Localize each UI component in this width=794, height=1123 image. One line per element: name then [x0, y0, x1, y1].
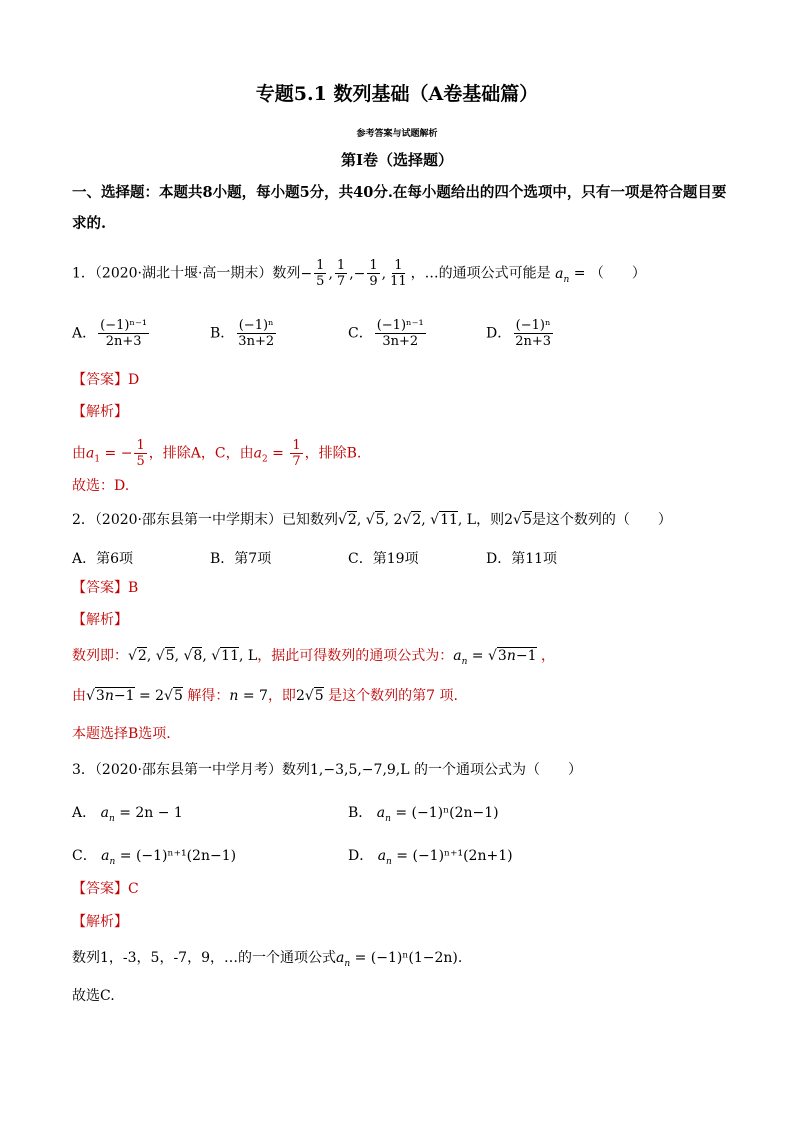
q2-analysis-line-2: 由√3n−1 = 2√5 解得：n = 7，即2√5 是这个数列的第7 项. — [72, 688, 458, 704]
q1-analysis: 由$a_1$ = − $\frac{1}{5}$ ，排除A，C，由$a_2$ = $\frac{1}{7}$ ，排除B. — [72, 438, 362, 469]
page-title: 专题5.1 数列基础（A卷基础篇） — [255, 83, 539, 105]
q3-answer: 【答案】C — [72, 881, 139, 897]
q3-option-d: D． $a_n = (-1)^{n+1}(2n+1)$ — [348, 848, 513, 867]
q2-answer: 【答案】B — [72, 580, 139, 596]
question-2-stem: 2．（2020·邵东县第一中学期末）已知数列√2, √5, 2√2, √11, L，则2√5是这个数列的（ ） — [72, 512, 672, 528]
q1-option-b: B． $\frac{\text{(−1)ⁿ}}{3n+2}$ — [210, 318, 275, 349]
q3-analysis: 数列1，-3，5，-7，9，…的一个通项公式$a_n = (-1)^n(1-2n)$. — [72, 950, 463, 969]
q2-analysis-line-1: 数列即：√2, √5, √8, √11, L，据此可得数列的通项公式为：$a_n = √3n-1$ ， — [72, 648, 555, 667]
question-3-stem: 3．（2020·邵东县第一中学月考）数列1,−3,5,−7,9,L 的一个通项公式为（ ） — [72, 762, 582, 778]
q3-conclusion: 故选C. — [72, 988, 115, 1004]
q2-option-b: B．第7项 — [210, 551, 272, 567]
q3-analysis-label: 【解析】 — [72, 914, 128, 930]
instructions-line-1: 一、选择题：本题共8小题，每小题5分，共40分.在每小题给出的四个选项中，只有一项是符合题目要 — [72, 184, 727, 201]
question-1-stem: 1．（2020·湖北十堰·高一期末）数列− $\frac{1}{5}$ , $\frac{1}{7}$ ,− $\frac{1}{9}$ , $\frac{1}{11}$ ，…的通项公式可能是 $a_n$ = （ ） — [72, 258, 646, 289]
q3-option-a: A． $a_n = 2n - 1$ — [72, 805, 183, 824]
q3-option-c: C． $a_n = (-1)^{n+1}(2n-1)$ — [72, 848, 237, 867]
q1-option-d: D． $\frac{\text{(−1)ⁿ}}{2n+3}$ — [486, 318, 552, 349]
q1-analysis-label: 【解析】 — [72, 404, 128, 420]
q2-conclusion: 本题选择B选项. — [72, 726, 171, 742]
q2-analysis-label: 【解析】 — [72, 612, 128, 628]
q1-option-c: C． $\frac{\text{(−1)ⁿ⁻¹}}{3n+2}$ — [348, 318, 424, 349]
page-subtitle: 参考答案与试题解析 — [356, 129, 438, 139]
instructions-line-2: 求的. — [72, 215, 107, 232]
q3-option-b: B． $a_n = (-1)^n(2n-1)$ — [348, 805, 499, 824]
q1-conclusion: 故选：D. — [72, 478, 130, 494]
q2-option-a: A．第6项 — [72, 551, 134, 567]
section-heading: 第I卷（选择题） — [340, 151, 454, 169]
q1-sequence: − $\frac{1}{5}$ , $\frac{1}{7}$ ,− $\frac{1}{9}$ , $\frac{1}{11}$ — [300, 258, 407, 289]
q2-option-d: D．第11项 — [486, 551, 558, 567]
q1-answer: 【答案】D — [72, 372, 140, 388]
q1-option-a: A． $\frac{\text{(−1)ⁿ⁻¹}}{2n+3}$ — [72, 318, 148, 349]
q2-option-c: C．第19项 — [348, 551, 419, 567]
